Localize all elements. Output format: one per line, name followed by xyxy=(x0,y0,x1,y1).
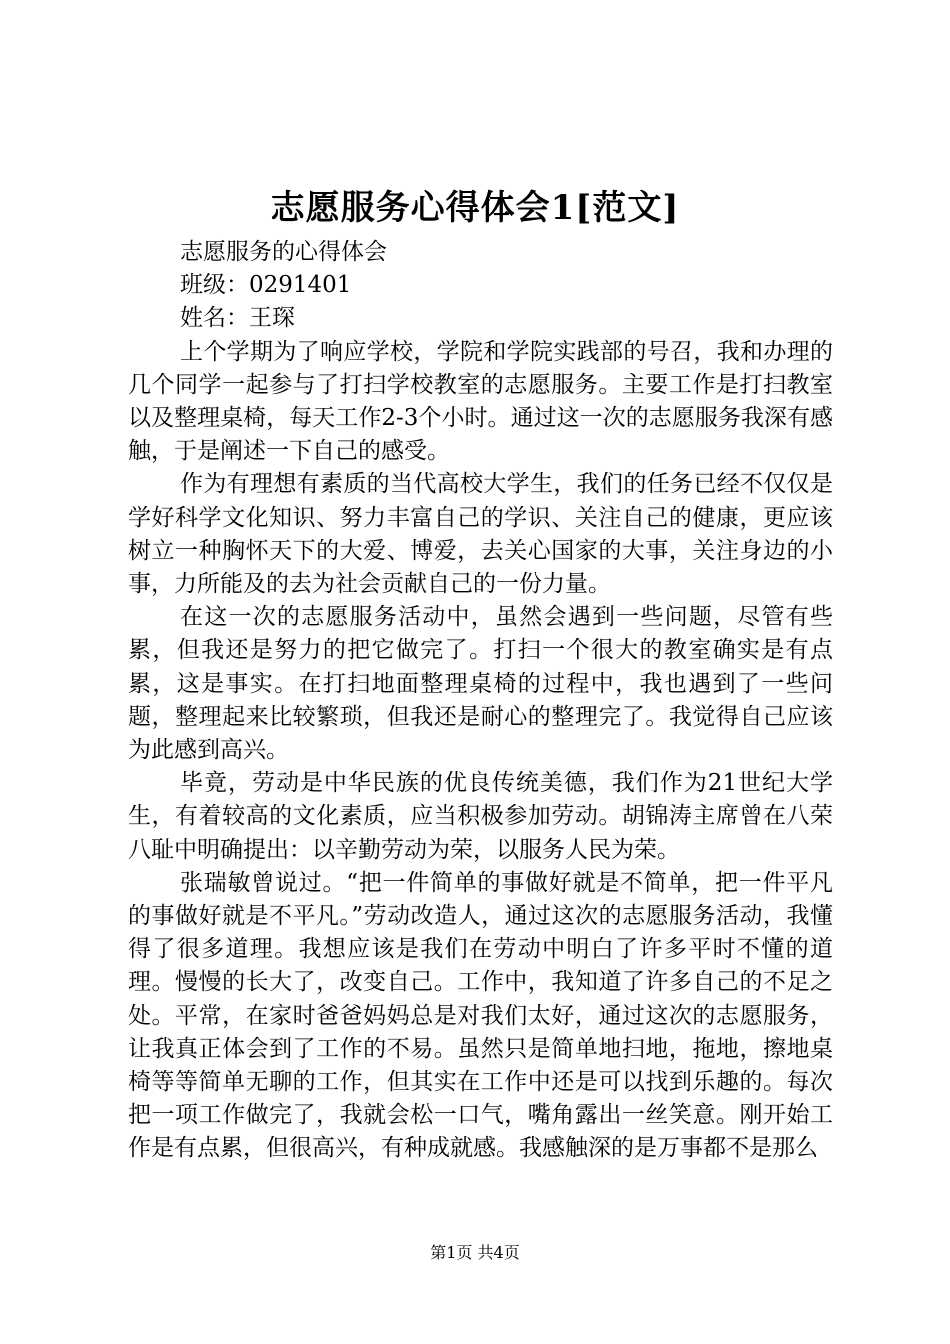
page-footer: 第1页 共4页 xyxy=(430,1243,520,1262)
document-body xyxy=(128,236,833,1166)
subtitle-line: 志愿服务的心得体会 xyxy=(180,239,387,265)
name-line: 姓名：王琛 xyxy=(180,305,295,332)
paragraph: 毕竟，劳动是中华民族的优良传统美德，我们作为21世纪大学生，有着较高的文化素质，应当积极参加劳动。胡锦涛主席曾在八荣八耻中明确提出：以辛勤劳动为荣，以服务人民为荣。 xyxy=(128,770,833,863)
paragraph: 张瑞敏曾说过。“把一件简单的事做好就是不简单，把一件平凡的事做好就是不平凡。”劳动改造人，通过这次的志愿服务活动，我懂得了很多道理。我想应该是我们在劳动中明白了许多平时不懂的道理。慢慢的长大了，改变自己。工作中，我知道了许多自己的不足之处。平常，在家时爸爸妈妈总是对我们太好，通过这次的志愿服务，让我真正体会到了工作的不易。虽然只是简单地扫地，拖地，擦地桌椅等等简单无聊的工作，但其实在工作中还是可以找到乐趣的。每次把一项工作做完了，我就会松一口气，嘴角露出一丝笑意。刚开始工作是有点累，但很高兴，有种成就感。我感触深的是万事都不是那么 xyxy=(128,869,833,1162)
paragraph: 作为有理想有素质的当代高校大学生，我们的任务已经不仅仅是学好科学文化知识、努力丰富自己的学识、关注自己的健康，更应该树立一种胸怀天下的大爱、博爱，去关心国家的大事，关注身边的小事，力所能及的去为社会贡献自己的一份力量。 xyxy=(128,471,833,598)
paragraph: 在这一次的志愿服务活动中，虽然会遇到一些问题，尽管有些累，但我还是努力的把它做完了。打扫一个很大的教室确实是有点累，这是事实。在打扫地面整理桌椅的过程中，我也遇到了一些问题，整理起来比较繁琐，但我还是耐心的整理完了。我觉得自己应该为此感到高兴。 xyxy=(128,604,833,764)
document-title: 志愿服务心得体会1[范文] xyxy=(270,188,680,228)
class-line: 班级：0291401 xyxy=(180,272,352,299)
paragraph: 上个学期为了响应学校，学院和学院实践部的号召，我和办理的几个同学一起参与了打扫学校教室的志愿服务。主要工作是打扫教室以及整理桌椅，每天工作2-3个小时。通过这一次的志愿服务我深有感触，于是阐述一下自己的感受。 xyxy=(128,338,833,465)
